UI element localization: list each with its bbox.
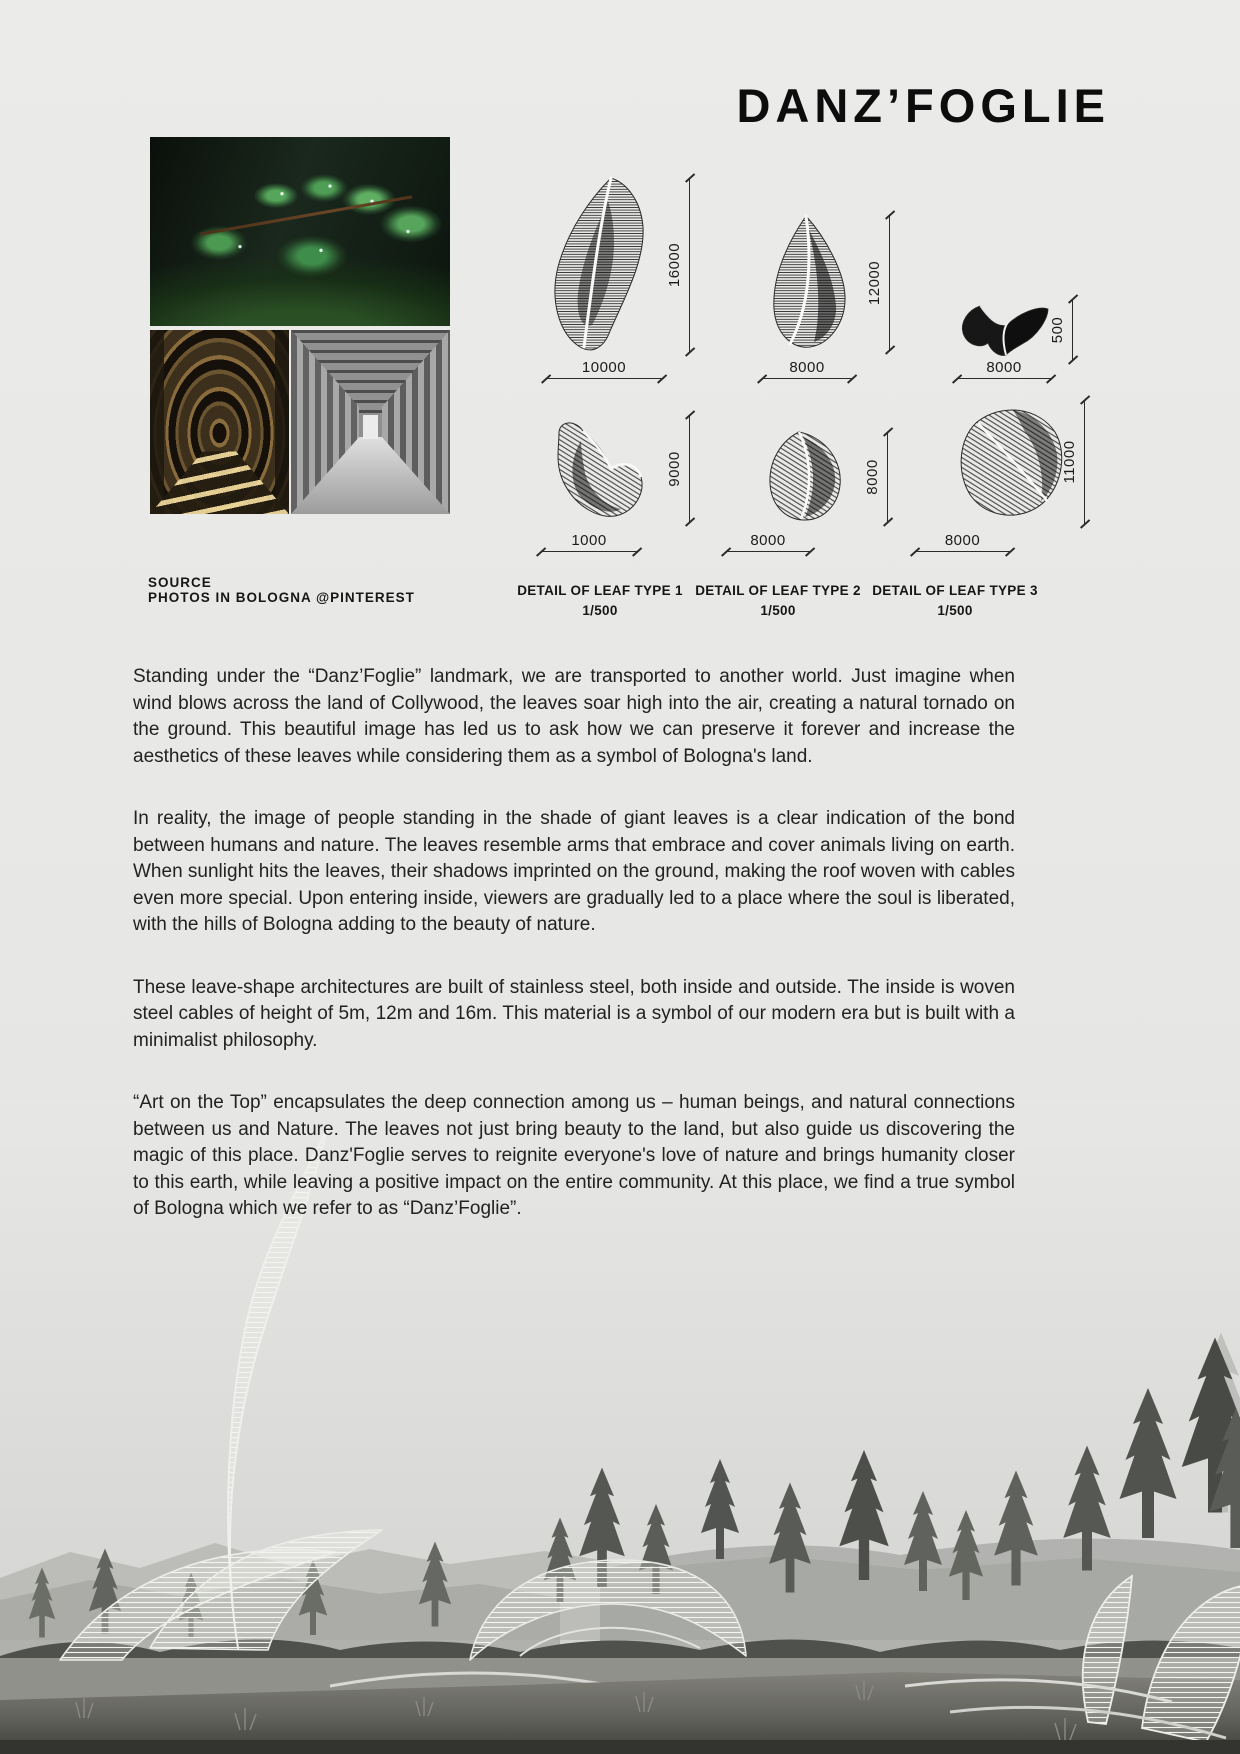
paragraph-4: “Art on the Top” encapsulates the deep connection among us – human beings, and natural connections between us and Nature. The leaves not just bring beauty to the land, but also guide us discovering the magic of this place. Danz'Foglie serves to reignite everyone's love of nature and brings humanity closer to this earth, while leaving a positive impact on the entire community. At this place, we find a true symbol of Bologna which we refer to as “Danz’Foglie”.: [133, 1092, 1015, 1219]
arcade-floor-detail: [150, 451, 289, 514]
dimension-height-type1-bottom: 9000: [666, 415, 690, 522]
source-credit: PHOTOS IN BOLOGNA @PINTEREST: [148, 590, 415, 605]
colonnade-photo: [291, 330, 450, 514]
dimension-width-type1-top: 10000: [546, 360, 662, 379]
dimension-width-type2-bottom: 8000: [726, 533, 810, 552]
leaf-drawing-type2-bottom: [759, 427, 849, 522]
dimension-height-type3-bottom: 11000: [1061, 400, 1085, 524]
dimension-height-type3-top: 500: [1049, 299, 1073, 360]
caption-leaf-type2: DETAIL OF LEAF TYPE 2 1/500: [695, 583, 861, 618]
caption-leaf-type1: DETAIL OF LEAF TYPE 1 1/500: [517, 583, 683, 618]
leaves-photo: [150, 137, 450, 326]
paragraph-3: These leave-shape architectures are built of stainless steel, both inside and outside. The inside is woven steel cables of height of 5m, 12m and 16m. This material is a symbol of our modern era but is built with a minimalist philosophy.: [133, 976, 1015, 1051]
source-caption: [148, 575, 415, 605]
leaf-drawing-type2-top: [764, 214, 849, 351]
dimension-height-type2-top: 12000: [866, 215, 890, 350]
arcade-photo: [150, 330, 289, 514]
leaf-drawing-type3-bottom: [953, 400, 1065, 522]
body-text: [133, 664, 1015, 1259]
leaf-drawing-type3-top: [958, 302, 1050, 360]
leaf-drawing-type1-bottom: [551, 417, 651, 521]
page-title: DANZ’FOGLIE: [736, 79, 1110, 132]
dimension-height-type1-top: 16000: [666, 178, 690, 352]
paragraph-2: In reality, the image of people standing in the shade of giant leaves is a clear indication of the bond between humans and nature. The leaves resemble arms that embrace and cover animals living on earth. When sunlight hits the leaves, their shadows imprinted on the ground, making the roof woven with cables even more special. Upon entering inside, viewers are gradually led to a place where the soul is liberated, with the hills of Bologna adding to the beauty of nature.: [133, 808, 1015, 935]
source-label: SOURCE: [148, 575, 212, 590]
dimension-height-type2-bottom: 8000: [864, 432, 888, 522]
dimension-width-type3-bottom: 8000: [915, 533, 1010, 552]
dimension-width-type3-top: 8000: [957, 360, 1051, 379]
leaf-drawing-type1-top: [548, 175, 652, 353]
caption-leaf-type3: DETAIL OF LEAF TYPE 3 1/500: [872, 583, 1038, 618]
branch-detail: [199, 196, 412, 236]
paragraph-1: Standing under the “Danz’Foglie” landmark, we are transported to another world. Just imagine when wind blows across the land of Collywood, the leaves soar high into the air, creating a natural tornado on the ground. This beautiful image has led us to ask how we can preserve it forever and increase the aesthetics of these leaves while considering them as a symbol of Bologna's land.: [133, 666, 1015, 767]
dimension-width-type2-top: 8000: [762, 360, 852, 379]
dimension-width-type1-bottom: 1000: [541, 533, 637, 552]
colonnade-end-detail: [363, 415, 379, 439]
